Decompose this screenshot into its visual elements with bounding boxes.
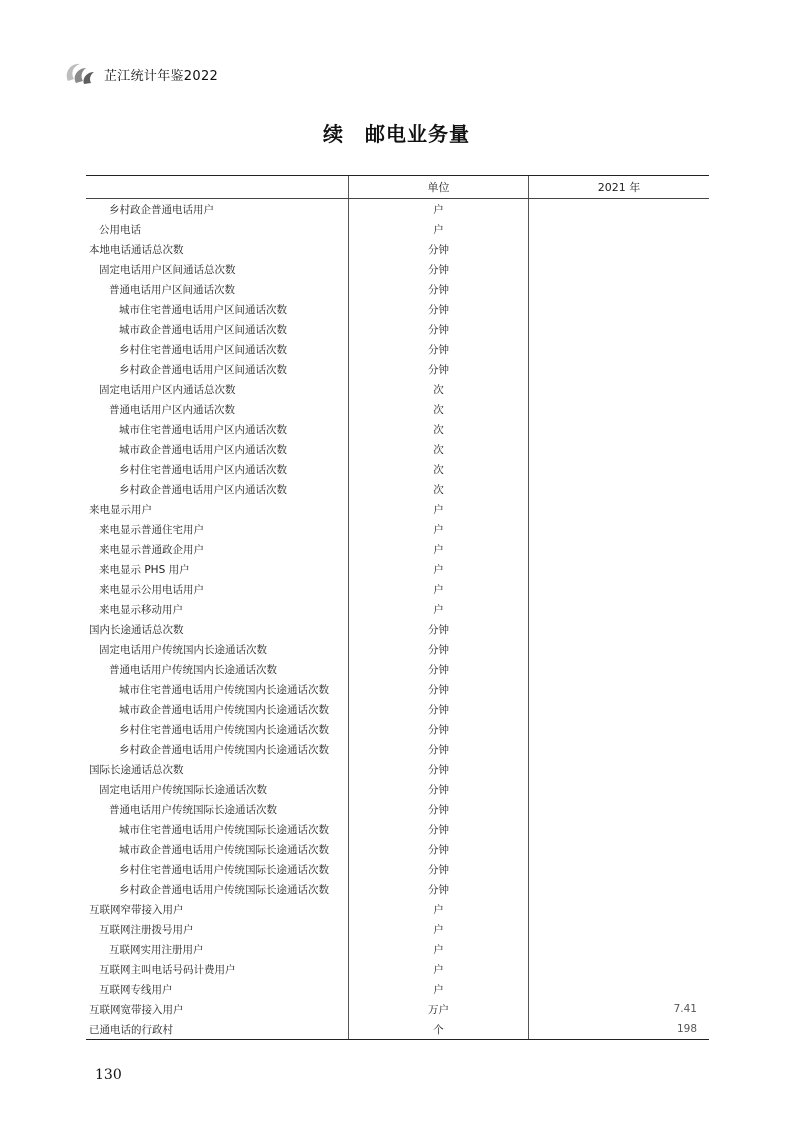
row-unit: 户 [348,939,528,959]
row-label: 乡村住宅普通电话用户传统国际长途通话次数 [119,863,329,876]
table-row [86,839,709,859]
row-value [528,659,709,679]
row-value [528,259,709,279]
row-label: 互联网主叫电话号码计费用户 [99,963,236,976]
table-row [86,459,709,479]
row-label: 互联网实用注册用户 [109,943,204,956]
table-row [86,719,709,739]
row-label: 国际长途通话总次数 [89,763,184,776]
row-value [528,559,709,579]
table-row [86,619,709,639]
row-label: 互联网注册拨号用户 [99,923,194,936]
row-unit: 分钟 [348,779,528,799]
row-unit: 分钟 [348,859,528,879]
row-label: 城市住宅普通电话用户传统国际长途通话次数 [119,823,329,836]
row-label: 互联网专线用户 [99,983,173,996]
row-unit: 户 [348,499,528,519]
row-value [528,439,709,459]
table-row [86,379,709,399]
row-value [528,759,709,779]
row-unit: 分钟 [348,359,528,379]
table-row [86,979,709,999]
row-label: 城市住宅普通电话用户区内通话次数 [119,423,287,436]
row-value [528,339,709,359]
row-unit: 次 [348,379,528,399]
table-row [86,519,709,539]
row-unit: 户 [348,219,528,239]
row-unit: 分钟 [348,719,528,739]
row-unit: 分钟 [348,659,528,679]
row-value [528,239,709,259]
row-unit: 户 [348,959,528,979]
table-row [86,399,709,419]
row-value [528,859,709,879]
row-unit: 次 [348,479,528,499]
row-label: 乡村住宅普通电话用户传统国内长途通话次数 [119,723,329,736]
table-row [86,999,709,1019]
row-label: 固定电话用户传统国内长途通话次数 [99,643,267,656]
row-unit: 次 [348,459,528,479]
row-value [528,599,709,619]
table-row [86,679,709,699]
row-label: 来电显示公用电话用户 [99,583,204,596]
row-label: 已通电话的行政村 [89,1023,173,1036]
row-value [528,499,709,519]
row-value [528,279,709,299]
table-row [86,639,709,659]
row-label: 乡村政企普通电话用户传统国内长途通话次数 [119,743,329,756]
row-label: 互联网窄带接入用户 [89,903,184,916]
row-unit: 分钟 [348,279,528,299]
row-value [528,739,709,759]
table-row [86,879,709,899]
row-label: 乡村政企普通电话用户区间通话次数 [119,363,287,376]
row-unit: 分钟 [348,879,528,899]
table-row [86,599,709,619]
table-row [86,779,709,799]
row-value [528,539,709,559]
row-unit: 户 [348,919,528,939]
row-value [528,839,709,859]
table-row [86,319,709,339]
row-unit: 分钟 [348,679,528,699]
row-unit: 分钟 [348,639,528,659]
row-value [528,299,709,319]
row-value [528,419,709,439]
row-label: 公用电话 [99,223,141,236]
table-row [86,239,709,259]
row-value [528,959,709,979]
row-value [528,199,709,219]
table-row [86,899,709,919]
row-value [528,579,709,599]
row-unit: 分钟 [348,619,528,639]
page-number: 130 [95,1067,122,1083]
row-label: 互联网宽带接入用户 [89,1003,184,1016]
table-row [86,439,709,459]
row-unit: 次 [348,399,528,419]
row-unit: 分钟 [348,339,528,359]
row-label: 城市政企普通电话用户传统国内长途通话次数 [119,703,329,716]
row-label: 国内长途通话总次数 [89,623,184,636]
row-unit: 分钟 [348,759,528,779]
header-year-cell: 2021 年 [528,176,709,198]
row-label: 乡村住宅普通电话用户区间通话次数 [119,343,287,356]
row-unit: 次 [348,419,528,439]
row-label: 来电显示用户 [89,503,152,516]
table-row [86,199,709,219]
row-unit: 分钟 [348,699,528,719]
row-value [528,799,709,819]
book-title: 芷江统计年鉴2022 [104,68,219,84]
row-unit: 次 [348,439,528,459]
table-row [86,539,709,559]
row-value [528,819,709,839]
row-unit: 户 [348,979,528,999]
row-label: 固定电话用户区内通话总次数 [99,383,236,396]
row-unit: 户 [348,599,528,619]
row-value [528,719,709,739]
row-label: 城市政企普通电话用户区间通话次数 [119,323,287,336]
row-value [528,979,709,999]
yearbook-logo-icon [62,59,98,89]
row-unit: 户 [348,559,528,579]
row-unit: 分钟 [348,739,528,759]
row-label: 普通电话用户区内通话次数 [109,403,235,416]
row-value [528,939,709,959]
row-label: 城市住宅普通电话用户传统国内长途通话次数 [119,683,329,696]
row-unit: 万户 [348,999,528,1019]
table-row [86,759,709,779]
header-item-cell [86,176,348,198]
table-row [86,819,709,839]
table-row [86,559,709,579]
table-row [86,919,709,939]
row-unit: 户 [348,579,528,599]
row-unit: 户 [348,899,528,919]
running-header [62,58,218,90]
row-value: 198 [528,1019,709,1039]
statistics-table [86,175,709,1040]
row-value [528,459,709,479]
table-row [86,699,709,719]
table-row [86,959,709,979]
table-row [86,859,709,879]
row-label: 固定电话用户传统国际长途通话次数 [99,783,267,796]
row-unit: 分钟 [348,839,528,859]
row-label: 乡村政企普通电话用户区内通话次数 [119,483,287,496]
row-label: 乡村政企普通电话用户 [109,203,214,216]
row-value [528,479,709,499]
row-unit: 户 [348,199,528,219]
row-value [528,319,709,339]
row-unit: 户 [348,539,528,559]
row-label: 城市住宅普通电话用户区间通话次数 [119,303,287,316]
row-label: 普通电话用户传统国内长途通话次数 [109,663,277,676]
row-label: 普通电话用户区间通话次数 [109,283,235,296]
row-unit: 分钟 [348,239,528,259]
table-row [86,659,709,679]
table-row [86,339,709,359]
row-value [528,879,709,899]
page-title: 续 邮电业务量 [323,122,470,146]
row-label: 普通电话用户传统国际长途通话次数 [109,803,277,816]
table-row [86,499,709,519]
row-value [528,639,709,659]
row-value: 7.41 [528,999,709,1019]
row-value [528,399,709,419]
row-label: 来电显示 PHS 用户 [99,563,190,576]
row-label: 城市政企普通电话用户传统国际长途通话次数 [119,843,329,856]
row-label: 乡村政企普通电话用户传统国际长途通话次数 [119,883,329,896]
row-value [528,619,709,639]
row-label: 固定电话用户区间通话总次数 [99,263,236,276]
row-value [528,919,709,939]
row-label: 来电显示普通政企用户 [99,543,204,556]
table-row [86,419,709,439]
table-row [86,799,709,819]
row-value [528,679,709,699]
table-header-row [86,175,709,199]
table-row [86,279,709,299]
row-label: 来电显示移动用户 [99,603,183,616]
table-row [86,219,709,239]
table-row [86,479,709,499]
row-unit: 分钟 [348,299,528,319]
row-unit: 分钟 [348,819,528,839]
table-row [86,1019,709,1039]
row-unit: 分钟 [348,319,528,339]
row-unit: 户 [348,519,528,539]
row-value [528,379,709,399]
row-value [528,899,709,919]
table-row [86,579,709,599]
row-unit: 分钟 [348,799,528,819]
table-row [86,299,709,319]
row-label: 乡村住宅普通电话用户区内通话次数 [119,463,287,476]
row-value [528,699,709,719]
row-label: 来电显示普通住宅用户 [99,523,204,536]
row-value [528,519,709,539]
row-unit: 分钟 [348,259,528,279]
header-unit-cell: 单位 [348,176,528,198]
table-row [86,739,709,759]
row-value [528,219,709,239]
row-value [528,779,709,799]
row-unit: 个 [348,1019,528,1039]
table-row [86,259,709,279]
row-label: 本地电话通话总次数 [89,243,184,256]
table-row [86,359,709,379]
table-body [86,199,709,1040]
row-label: 城市政企普通电话用户区内通话次数 [119,443,287,456]
row-value [528,359,709,379]
table-row [86,939,709,959]
